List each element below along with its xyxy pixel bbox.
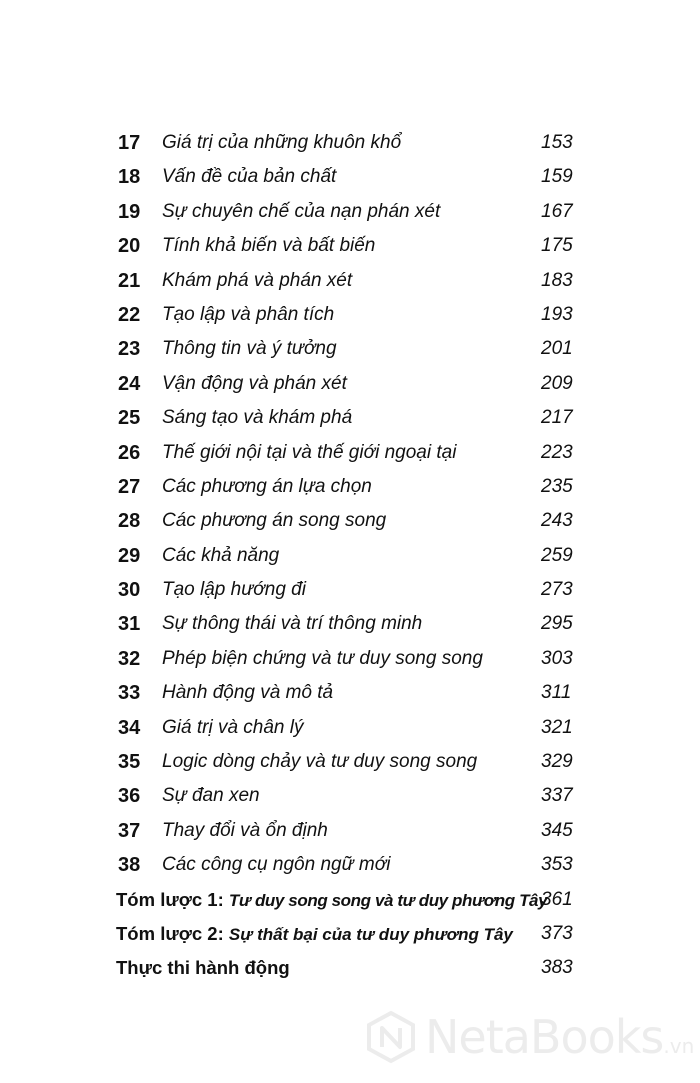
- chapter-number: 29: [118, 544, 141, 567]
- chapter-title: Các phương án song song: [162, 510, 387, 532]
- page-number: 295: [541, 613, 573, 635]
- toc-entry: [0, 126, 700, 160]
- watermark: [363, 1001, 693, 1075]
- toc-entry: [0, 401, 700, 435]
- summary-title: Tư duy song song và tư duy phương Tây: [228, 890, 548, 910]
- chapter-title: Các phương án lựa chọn: [162, 475, 372, 497]
- table-of-contents: [0, 126, 700, 986]
- toc-entry: [0, 332, 700, 366]
- chapter-number: 37: [118, 819, 141, 842]
- page-number: 153: [541, 132, 573, 153]
- chapter-number: 18: [118, 166, 141, 189]
- chapter-title: Khám phá và phán xét: [162, 269, 353, 291]
- toc-entry: [0, 436, 700, 470]
- page-number: 311: [541, 682, 572, 704]
- watermark-text: [425, 1009, 694, 1074]
- page-number: 361: [541, 888, 573, 910]
- toc-entry: [0, 195, 700, 229]
- page-number: 175: [541, 235, 573, 257]
- chapter-title: Tạo lập và phân tích: [162, 303, 335, 325]
- summary-heading: [116, 917, 513, 952]
- chapter-number: 28: [118, 510, 141, 533]
- toc-entry: [0, 848, 700, 882]
- page-number: 259: [541, 544, 573, 566]
- chapter-number: 23: [118, 338, 141, 361]
- watermark-domain: .vn: [663, 1034, 695, 1058]
- chapter-number: 31: [118, 613, 141, 636]
- chapter-number: 22: [118, 303, 141, 326]
- watermark-brand: NetaBooks: [425, 1010, 664, 1064]
- chapter-number: 19: [118, 200, 141, 223]
- chapter-number: 38: [118, 854, 141, 877]
- toc-entry: [0, 676, 700, 710]
- chapter-number: 25: [118, 407, 141, 430]
- toc-summary-entry: [0, 917, 700, 951]
- toc-entry: [0, 539, 700, 573]
- page-number: 209: [541, 372, 573, 394]
- chapter-title: Logic dòng chảy và tư duy song song: [162, 751, 478, 773]
- toc-entry: [0, 229, 700, 263]
- chapter-title: Sự thông thái và trí thông minh: [162, 613, 423, 635]
- toc-entry: [0, 711, 700, 745]
- chapter-title: Thông tin và ý tưởng: [162, 338, 337, 360]
- toc-entry: [0, 814, 700, 848]
- toc-entry: [0, 470, 700, 504]
- chapter-title: Sáng tạo và khám phá: [162, 407, 353, 429]
- toc-summary-entry: [0, 883, 700, 917]
- toc-entry: [0, 573, 700, 607]
- chapter-number: 21: [118, 269, 141, 292]
- netabooks-logo-icon: [363, 1009, 419, 1065]
- chapter-title: Sự đan xen: [162, 785, 260, 807]
- chapter-number: 35: [118, 751, 141, 774]
- page-number: 273: [541, 579, 573, 601]
- chapter-number: 24: [118, 372, 141, 395]
- summary-label: Tóm lược 1:: [116, 888, 224, 910]
- page-number: 345: [541, 819, 573, 841]
- chapter-title: Thay đổi và ổn định: [162, 819, 328, 841]
- page-number: 337: [541, 785, 573, 807]
- page-number: 321: [541, 716, 573, 738]
- toc-entry: [0, 745, 700, 779]
- summary-title: Sự thất bại của tư duy phương Tây: [228, 924, 513, 944]
- chapter-number: 32: [118, 647, 141, 670]
- chapter-number: 33: [118, 682, 141, 705]
- chapter-title: Giá trị của những khuôn khổ: [162, 132, 402, 153]
- page-number: 243: [541, 510, 573, 532]
- chapter-title: Thế giới nội tại và thế giới ngoại tại: [162, 441, 457, 463]
- page-number: 223: [541, 441, 573, 463]
- chapter-title: Giá trị và chân lý: [162, 716, 304, 738]
- chapter-number: 34: [118, 716, 141, 739]
- page-number: 235: [541, 475, 573, 497]
- chapter-number: 20: [118, 235, 141, 258]
- chapter-title: Các khả năng: [162, 544, 280, 566]
- page-number: 353: [541, 854, 573, 876]
- page-number: 303: [541, 647, 573, 669]
- chapter-number: 27: [118, 475, 141, 498]
- toc-entry: [0, 607, 700, 641]
- summary-label: Tóm lược 2:: [116, 922, 224, 944]
- page-number: 193: [541, 303, 573, 325]
- chapter-title: Các công cụ ngôn ngữ mới: [162, 854, 391, 876]
- toc-final-entry: [0, 951, 700, 985]
- toc-entry: [0, 367, 700, 401]
- chapter-title: Vấn đề của bản chất: [162, 166, 337, 188]
- toc-entry: [0, 160, 700, 194]
- chapter-title: Phép biện chứng và tư duy song song: [162, 647, 483, 669]
- chapter-number: 36: [118, 785, 141, 808]
- toc-entry: [0, 779, 700, 813]
- page-number: 329: [541, 751, 573, 773]
- toc-entry: [0, 504, 700, 538]
- toc-entry: [0, 264, 700, 298]
- chapter-number: 17: [118, 132, 141, 154]
- summary-heading: [116, 883, 547, 918]
- chapter-number: 26: [118, 441, 141, 464]
- page-number: 159: [541, 166, 573, 188]
- page-number: 383: [541, 957, 573, 979]
- chapter-title: Sự chuyên chế của nạn phán xét: [162, 200, 441, 222]
- chapter-title: Tính khả biến và bất biến: [162, 235, 376, 257]
- page-number: 217: [541, 407, 573, 429]
- final-section-title: Thực thi hành động: [116, 957, 290, 979]
- page-number: 183: [541, 269, 573, 291]
- toc-entry: [0, 298, 700, 332]
- page-number: 201: [541, 338, 573, 360]
- chapter-title: Tạo lập hướng đi: [162, 579, 306, 601]
- chapter-number: 30: [118, 579, 141, 602]
- toc-entry: [0, 642, 700, 676]
- page-number: 373: [541, 922, 573, 944]
- chapter-title: Hành động và mô tả: [162, 682, 334, 704]
- page-number: 167: [541, 200, 573, 222]
- chapter-title: Vận động và phán xét: [162, 372, 347, 394]
